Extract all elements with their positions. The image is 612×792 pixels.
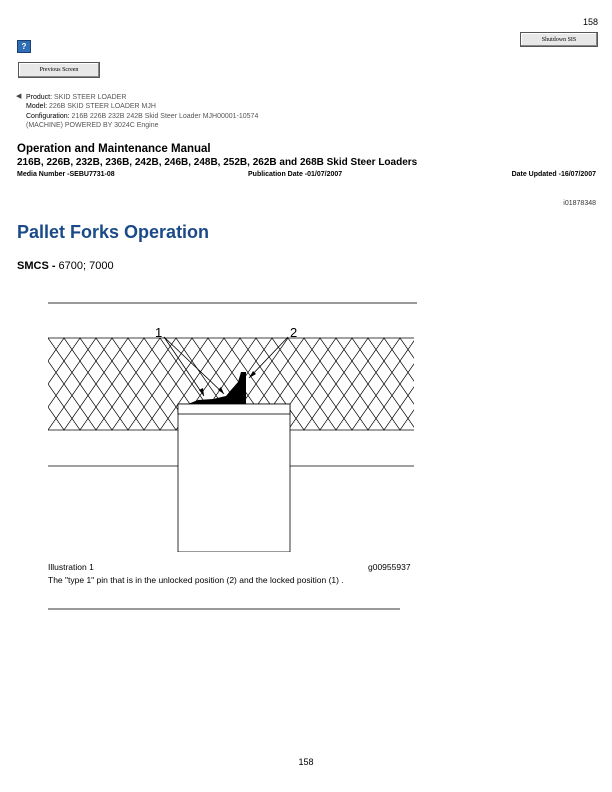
- smcs-value: 6700; 7000: [55, 260, 114, 272]
- carriage-block: [178, 404, 290, 552]
- product-label: Product:: [26, 94, 53, 101]
- product-line: [26, 93, 258, 102]
- help-icon[interactable]: ?: [17, 40, 31, 53]
- publication-date: Publication Date -01/07/2007: [248, 171, 343, 178]
- product-info: [26, 93, 258, 131]
- product-value: SKID STEER LOADER: [54, 94, 127, 101]
- illustration-top-rule: [48, 302, 417, 304]
- carriage-plate: [178, 404, 290, 414]
- manual-subtitle: 216B, 226B, 232B, 236B, 242B, 246B, 248B, 252B, 262B and 268B Skid Steer Loaders: [17, 157, 418, 168]
- configuration-value: 216B 226B 232B 242B Skid Steer Loader MJH00001-10574: [71, 112, 259, 120]
- date-updated: Date Updated -16/07/2007: [511, 171, 596, 178]
- shutdown-sis-button[interactable]: Shutdown SIS: [520, 32, 598, 47]
- callout-1: 1: [155, 325, 163, 340]
- manual-title: Operation and Maintenance Manual: [17, 143, 211, 155]
- callout-2: 2: [290, 325, 298, 340]
- model-value: 226B SKID STEER LOADER MJH: [48, 103, 156, 111]
- configuration-line: [26, 112, 258, 121]
- section-title: Pallet Forks Operation: [17, 222, 210, 242]
- back-arrow-icon[interactable]: ◀: [16, 93, 22, 100]
- illustration-caption: The "type 1" pin that is in the unlocked position (2) and the locked position (1) .: [48, 575, 344, 585]
- page-number-bottom: 158: [298, 757, 314, 767]
- document-id: i01878348: [563, 200, 596, 207]
- model-line: [26, 102, 258, 111]
- smcs-code: [17, 260, 114, 272]
- smcs-label: SMCS -: [17, 260, 56, 272]
- media-number: Media Number -SEBU7731-08: [17, 171, 115, 178]
- model-label: Model:: [26, 103, 48, 111]
- configuration-label: Configuration:: [26, 112, 70, 120]
- previous-screen-button[interactable]: Previous Screen: [18, 62, 100, 78]
- illustration-bottom-rule: [48, 608, 400, 610]
- illustration-code: g00955937: [368, 562, 411, 572]
- pallet-fork-pin-illustration: [48, 320, 417, 552]
- configuration-value-cont: (MACHINE) POWERED BY 3024C Engine: [26, 122, 159, 130]
- illustration-label: Illustration 1: [48, 562, 94, 572]
- page-number-top: 158: [582, 17, 598, 27]
